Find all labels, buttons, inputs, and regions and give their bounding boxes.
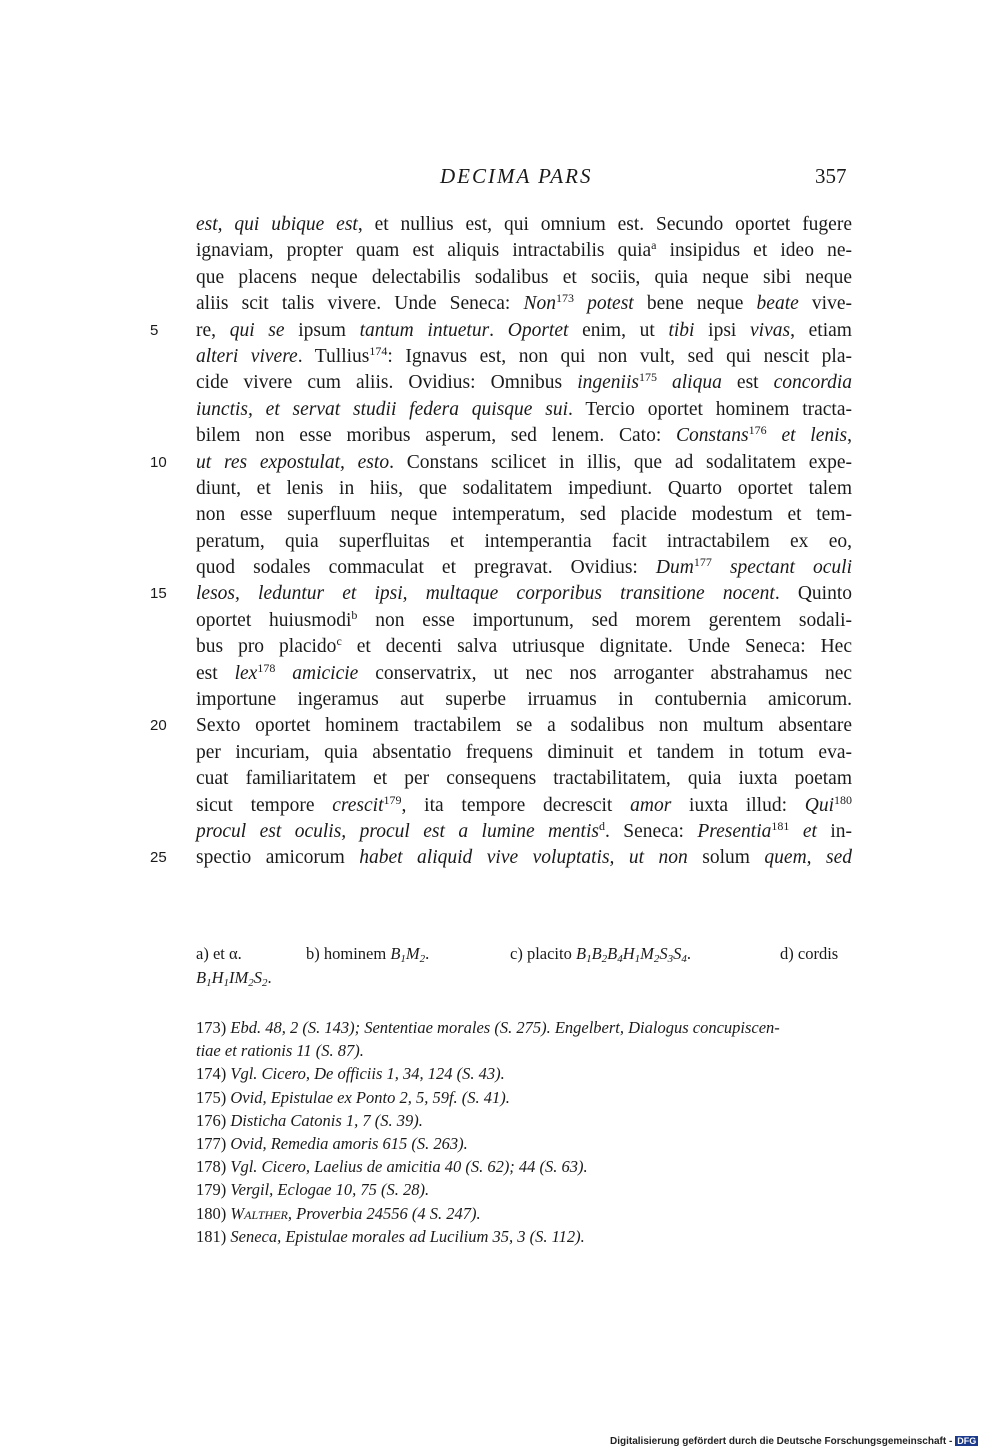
text-line: procul est oculis, procul est a lumine mentis$^d$. Seneca: Presentia$^{181}$ et in-	[196, 818, 853, 842]
apparatus-note-b: b) hominem $B_1M_2$.	[306, 944, 430, 965]
text-line: importune ingeramus aut superbe irruamus in contubernia amicorum.	[196, 689, 852, 711]
running-title: DECIMA PARS	[440, 164, 593, 188]
text-line: aliis scit talis vivere. Unde Seneca: Non$^{173}$ potest bene neque beate vive-	[196, 291, 852, 315]
text-line: alteri vivere. Tullius$^{174}$: Ignavus est, non qui non vult, sed qui nescit pla-	[196, 343, 852, 367]
line-number: 10	[150, 453, 167, 471]
digitization-credit: Digitalisierung gefördert durch die Deutsche Forschungsgemeinschaft - DFG	[610, 1436, 977, 1447]
footnote-176: 176) Disticha Catonis 1, 7 (S. 39).	[196, 1110, 423, 1130]
text-line: est, qui ubique est, et nullius est, qui omnium est. Secundo oportet fugere	[196, 214, 852, 235]
text-line: bus pro placido$^c$ et decenti salva utriusque dignitate. Unde Seneca: Hec	[196, 634, 852, 658]
footnote-173-cont: tiae et rationis 11 (S. 87).	[196, 1041, 364, 1061]
apparatus-note-d: d) cordis	[780, 944, 839, 963]
text-line: oportet huiusmodi$^b$ non esse importunum, sed morem gerentem sodali-	[196, 607, 853, 631]
text-line: iunctis, et servat studii federa quisque sui. Tercio oportet hominem tracta-	[196, 398, 852, 420]
line-number: 5	[150, 321, 159, 339]
text-line: ignaviam, propter quam est aliquis intractabilis quia$^a$ insipidus et ideo ne-	[196, 238, 852, 262]
apparatus-note-d-sigla: $B_1H_1IM_2S_2$.	[196, 968, 272, 989]
dfg-logo: DFG	[957, 1436, 977, 1446]
footnote-173: 173) Ebd. 48, 2 (S. 143); Sententiae morales (S. 275). Engelbert, Dialogus concupiscen-	[196, 1018, 780, 1037]
footnote-181: 181) Seneca, Epistulae morales ad Lucilium 35, 3 (S. 112).	[196, 1226, 585, 1246]
text-line: quod sodales commaculat et pregravat. Ovidius: Dum$^{177}$ spectant oculi	[196, 555, 852, 579]
text-line: sicut tempore crescit$^{179}$, ita tempore decrescit amor iuxta illud: Qui$^{180}$	[196, 792, 852, 816]
text-line: bilem non esse moribus asperum, sed lenem. Cato: Constans$^{176}$ et lenis,	[196, 423, 853, 447]
apparatus-note-a: a) et α.	[196, 944, 242, 963]
line-number: 15	[150, 585, 167, 603]
footnote-180: 180) Walther, Proverbia 24556 (4 S. 247).	[196, 1203, 481, 1223]
text-line: que placens neque delectabilis sodalibus et sociis, quia neque sibi neque	[196, 266, 852, 288]
text-line: non esse superfluum neque intemperatum, sed placide modestum et tem-	[196, 504, 852, 526]
footnote-177: 177) Ovid, Remedia amoris 615 (S. 263).	[196, 1134, 468, 1154]
critical-apparatus	[196, 942, 852, 990]
text-line: per incuriam, quia absentatio frequens diminuit et tandem in totum eva-	[196, 741, 852, 763]
text-line: 10 ut res expostulat, esto. Constans scilicet in illis, que ad sodalitatem expe-	[196, 450, 852, 476]
text-line: 25 spectio amicorum habet aliquid vive voluptatis, ut non solum quem, sed	[196, 845, 852, 871]
text-line: 15 lesos, leduntur et ipsi, multaque corporibus transitione nocent. Quinto	[196, 581, 852, 607]
line-number: 25	[150, 849, 167, 867]
text-line: cide vivere cum aliis. Ovidius: Omnibus ingeniis$^{175}$ aliqua est concordia	[196, 370, 852, 394]
text-line: cuat familiaritatem et per consequens tractabilitatem, quia iuxta poetam	[196, 768, 852, 790]
footnote-179: 179) Vergil, Eclogae 10, 75 (S. 28).	[196, 1180, 430, 1200]
footnote-174: 174) Vgl. Cicero, De officiis 1, 34, 124 (S. 43).	[196, 1064, 505, 1084]
footnotes	[196, 1016, 852, 1248]
main-text	[150, 212, 853, 872]
text-line: 5 re, qui se ipsum tantum intuetur. Oportet enim, ut tibi ipsi vivas, etiam	[196, 318, 852, 344]
text-line: est lex$^{178}$ amicicie conservatrix, ut nec nos arroganter abstrahamus nec	[196, 660, 853, 684]
text-line: diunt, et lenis in hiis, que sodalitatem impediunt. Quarto oportet talem	[196, 477, 852, 499]
footnote-178: 178) Vgl. Cicero, Laelius de amicitia 40 (S. 62); 44 (S. 63).	[196, 1157, 588, 1177]
footnote-175: 175) Ovid, Epistulae ex Ponto 2, 5, 59f. (S. 41).	[196, 1087, 510, 1107]
text-line: 20 Sexto oportet hominem tractabilem se a sodalibus non multum absentare	[196, 713, 852, 739]
line-number: 20	[150, 717, 167, 735]
page-number: 357	[815, 164, 847, 188]
text-line: peratum, quia superfluitas et intemperantia facit intractabilem ex eo,	[196, 530, 852, 552]
apparatus-note-c: c) placito $B_1B_2B_4H_1M_2S_3S_4$.	[510, 944, 692, 965]
